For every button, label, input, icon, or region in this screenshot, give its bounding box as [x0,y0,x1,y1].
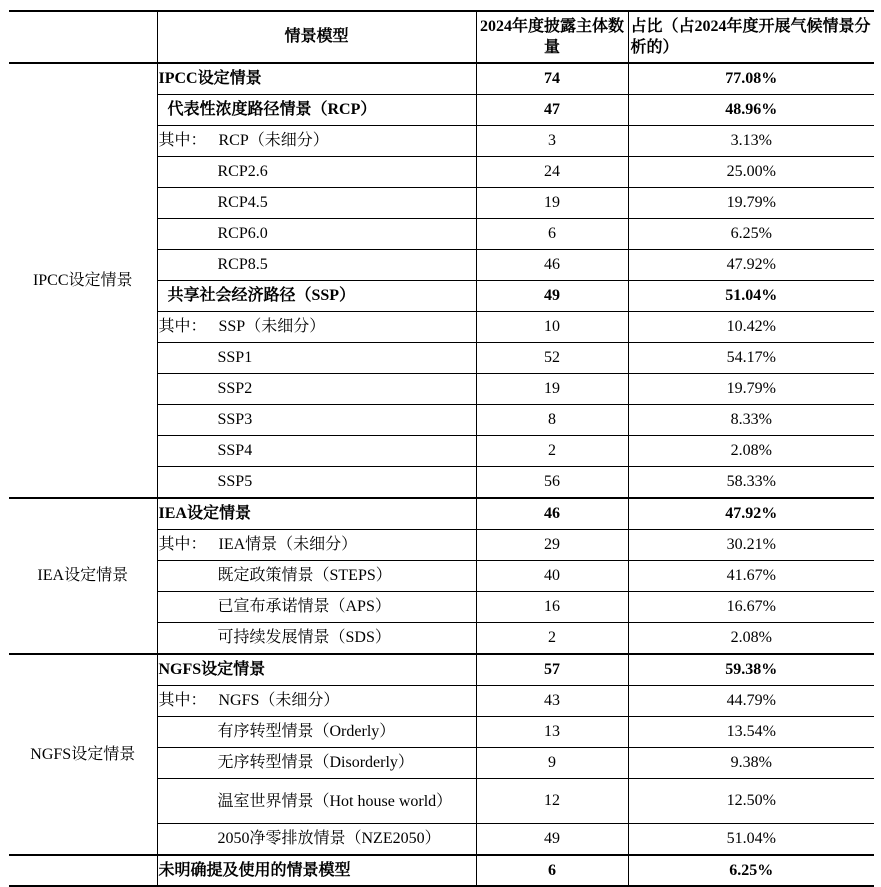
scenario-name [157,312,476,343]
scenario-ratio: 2.08% [628,623,874,655]
scenario-ratio: 2.08% [628,436,874,467]
scenario-ratio: 25.00% [628,157,874,188]
table-body [9,63,874,886]
scenario-count: 16 [476,592,628,623]
scenario-label: 温室世界情景（Hot house world） [217,792,453,810]
scenario-name [157,654,476,686]
scenario-name [157,717,476,748]
scenario-ratio: 47.92% [628,498,874,530]
scenario-name [157,530,476,561]
scenario-ratio: 41.67% [628,561,874,592]
scenario-label: SSP5 [217,473,253,490]
scenario-table [9,10,874,887]
header-group [9,11,157,63]
scenario-label: IEA设定情景 [158,505,251,522]
scenario-label: NGFS（未细分） [218,692,340,709]
scenario-label: 已宣布承诺情景（APS） [217,598,391,615]
scenario-label: SSP1 [217,349,253,366]
scenario-label: 共享社会经济路径（SSP） [167,287,356,304]
header-model: 情景模型 [157,11,476,63]
scenario-prefix: 其中： [158,536,207,553]
scenario-label: 可持续发展情景（SDS） [217,629,391,646]
scenario-count: 43 [476,686,628,717]
scenario-name [157,779,476,824]
scenario-count: 8 [476,405,628,436]
scenario-ratio: 19.79% [628,188,874,219]
scenario-ratio: 3.13% [628,126,874,157]
scenario-ratio: 77.08% [628,63,874,95]
scenario-name [157,436,476,467]
scenario-name [157,126,476,157]
scenario-count: 52 [476,343,628,374]
scenario-count: 56 [476,467,628,499]
scenario-ratio: 54.17% [628,343,874,374]
scenario-name [157,374,476,405]
scenario-count: 49 [476,824,628,856]
scenario-label: 既定政策情景（STEPS） [217,567,392,584]
scenario-name [157,824,476,856]
scenario-name [157,219,476,250]
scenario-name [157,405,476,436]
scenario-name [157,623,476,655]
scenario-label: IEA情景（未细分） [218,536,358,553]
scenario-label: RCP4.5 [217,194,268,211]
footer-row [9,855,874,886]
scenario-count: 40 [476,561,628,592]
scenario-ratio: 51.04% [628,824,874,856]
header-ratio: 占比（占2024年度开展气候情景分析的） [628,11,874,63]
scenario-count: 2 [476,623,628,655]
scenario-name [157,157,476,188]
scenario-name [157,592,476,623]
scenario-prefix: 其中： [158,692,207,709]
scenario-ratio: 9.38% [628,748,874,779]
scenario-name [157,686,476,717]
scenario-label: RCP6.0 [217,225,268,242]
scenario-ratio: 44.79% [628,686,874,717]
header-row [9,11,874,63]
scenario-ratio: 16.67% [628,592,874,623]
scenario-label: SSP（未细分） [218,318,326,335]
scenario-name [157,63,476,95]
scenario-ratio: 13.54% [628,717,874,748]
scenario-ratio: 59.38% [628,654,874,686]
group-label: NGFS设定情景 [30,745,136,763]
scenario-name [157,467,476,499]
scenario-count: 19 [476,188,628,219]
scenario-count: 29 [476,530,628,561]
footer-group [9,855,157,886]
scenario-count: 19 [476,374,628,405]
table-row [9,654,874,686]
scenario-prefix: 其中： [158,132,207,149]
scenario-label: RCP（未细分） [218,132,329,149]
group-label: IPCC设定情景 [9,63,157,498]
scenario-prefix: 其中： [158,318,207,335]
scenario-label: 代表性浓度路径情景（RCP） [167,101,377,118]
scenario-label: IPCC设定情景 [158,70,262,87]
scenario-name [157,561,476,592]
header-count: 2024年度披露主体数量 [476,11,628,63]
scenario-label: 有序转型情景（Orderly） [217,723,396,740]
scenario-label: RCP8.5 [217,256,268,273]
footer-count: 6 [476,855,628,886]
scenario-count: 9 [476,748,628,779]
scenario-count: 2 [476,436,628,467]
scenario-label: RCP2.6 [217,163,268,180]
scenario-ratio: 19.79% [628,374,874,405]
group-label: IEA设定情景 [9,498,157,654]
scenario-count: 24 [476,157,628,188]
scenario-name [157,498,476,530]
scenario-label: SSP4 [217,442,253,459]
scenario-ratio: 51.04% [628,281,874,312]
scenario-count: 74 [476,63,628,95]
footer-ratio: 6.25% [628,855,874,886]
scenario-name [157,343,476,374]
scenario-ratio: 10.42% [628,312,874,343]
table-row [9,498,874,530]
scenario-ratio: 30.21% [628,530,874,561]
table-row [9,63,874,95]
scenario-count: 46 [476,498,628,530]
scenario-name [157,95,476,126]
scenario-label: 2050净零排放情景（NZE2050） [217,830,441,847]
scenario-count: 13 [476,717,628,748]
scenario-name [157,281,476,312]
scenario-label: SSP3 [217,411,253,428]
scenario-label: NGFS设定情景 [158,661,266,678]
scenario-count: 3 [476,126,628,157]
scenario-label: SSP2 [217,380,253,397]
scenario-label: 无序转型情景（Disorderly） [217,754,414,771]
scenario-ratio: 8.33% [628,405,874,436]
scenario-count: 47 [476,95,628,126]
scenario-ratio: 47.92% [628,250,874,281]
scenario-count: 12 [476,779,628,824]
scenario-count: 57 [476,654,628,686]
scenario-ratio: 58.33% [628,467,874,499]
scenario-name [157,748,476,779]
scenario-count: 10 [476,312,628,343]
footer-name: 未明确提及使用的情景模型 [157,855,476,886]
scenario-ratio: 12.50% [628,779,874,824]
scenario-count: 6 [476,219,628,250]
scenario-name [157,250,476,281]
scenario-count: 46 [476,250,628,281]
scenario-name [157,188,476,219]
scenario-ratio: 48.96% [628,95,874,126]
scenario-ratio: 6.25% [628,219,874,250]
scenario-count: 49 [476,281,628,312]
